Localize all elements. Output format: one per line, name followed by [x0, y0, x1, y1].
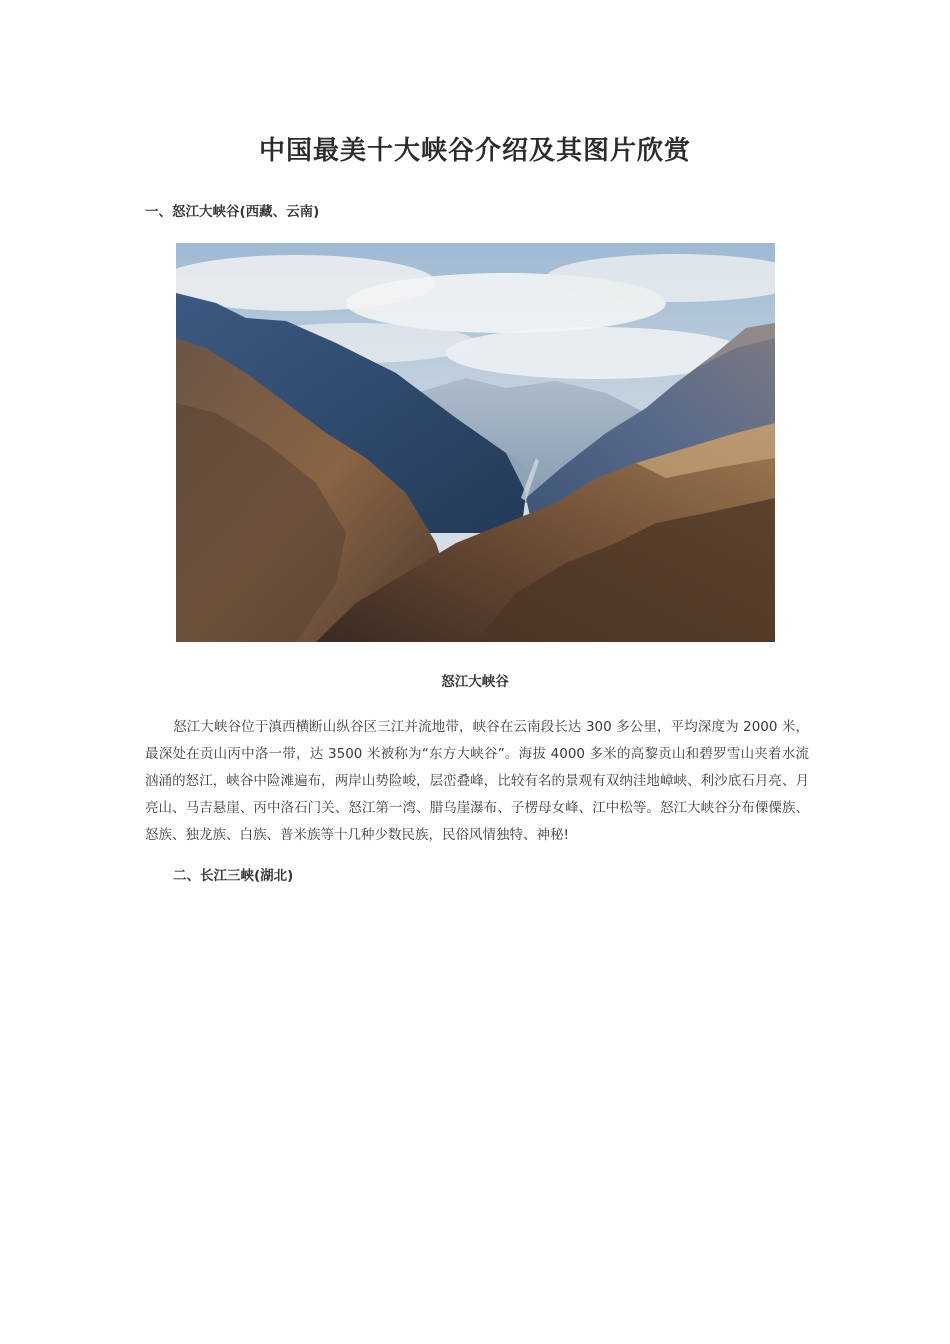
document-title: 中国最美十大峡谷介绍及其图片欣赏: [258, 136, 691, 166]
canyon-photo: [176, 243, 775, 642]
section-heading-nujiang: 一、怒江大峡谷(西藏、云南): [145, 204, 320, 220]
image-caption: 怒江大峡谷: [441, 674, 509, 690]
section-heading-three-gorges: 二、长江三峡(湖北): [173, 868, 294, 884]
section-paragraph-nujiang: 怒江大峡谷位于滇西横断山纵谷区三江并流地带，峡谷在云南段长达 300 多公里，平均深度为 2000 米，最深处在贡山丙中洛一带，达 3500 米被称为“东方大峡谷”。海拔 4000 多米的高黎贡山和碧罗雪山夹着水流汹涌的怒江，峡谷中险滩遍布，两岸山势险峻，层峦叠峰，比较有名的景观有双纳洼地嶂峡、利沙底石月亮、月亮山、马吉悬崖、丙中洛石门关、怒江第一湾、腊乌崖瀑布、子楞母女峰、江中松等。怒江大峡谷分布傈僳族、怒族、独龙族、白族、普米族等十几种少数民族，民俗风情独特、神秘!: [145, 719, 809, 843]
